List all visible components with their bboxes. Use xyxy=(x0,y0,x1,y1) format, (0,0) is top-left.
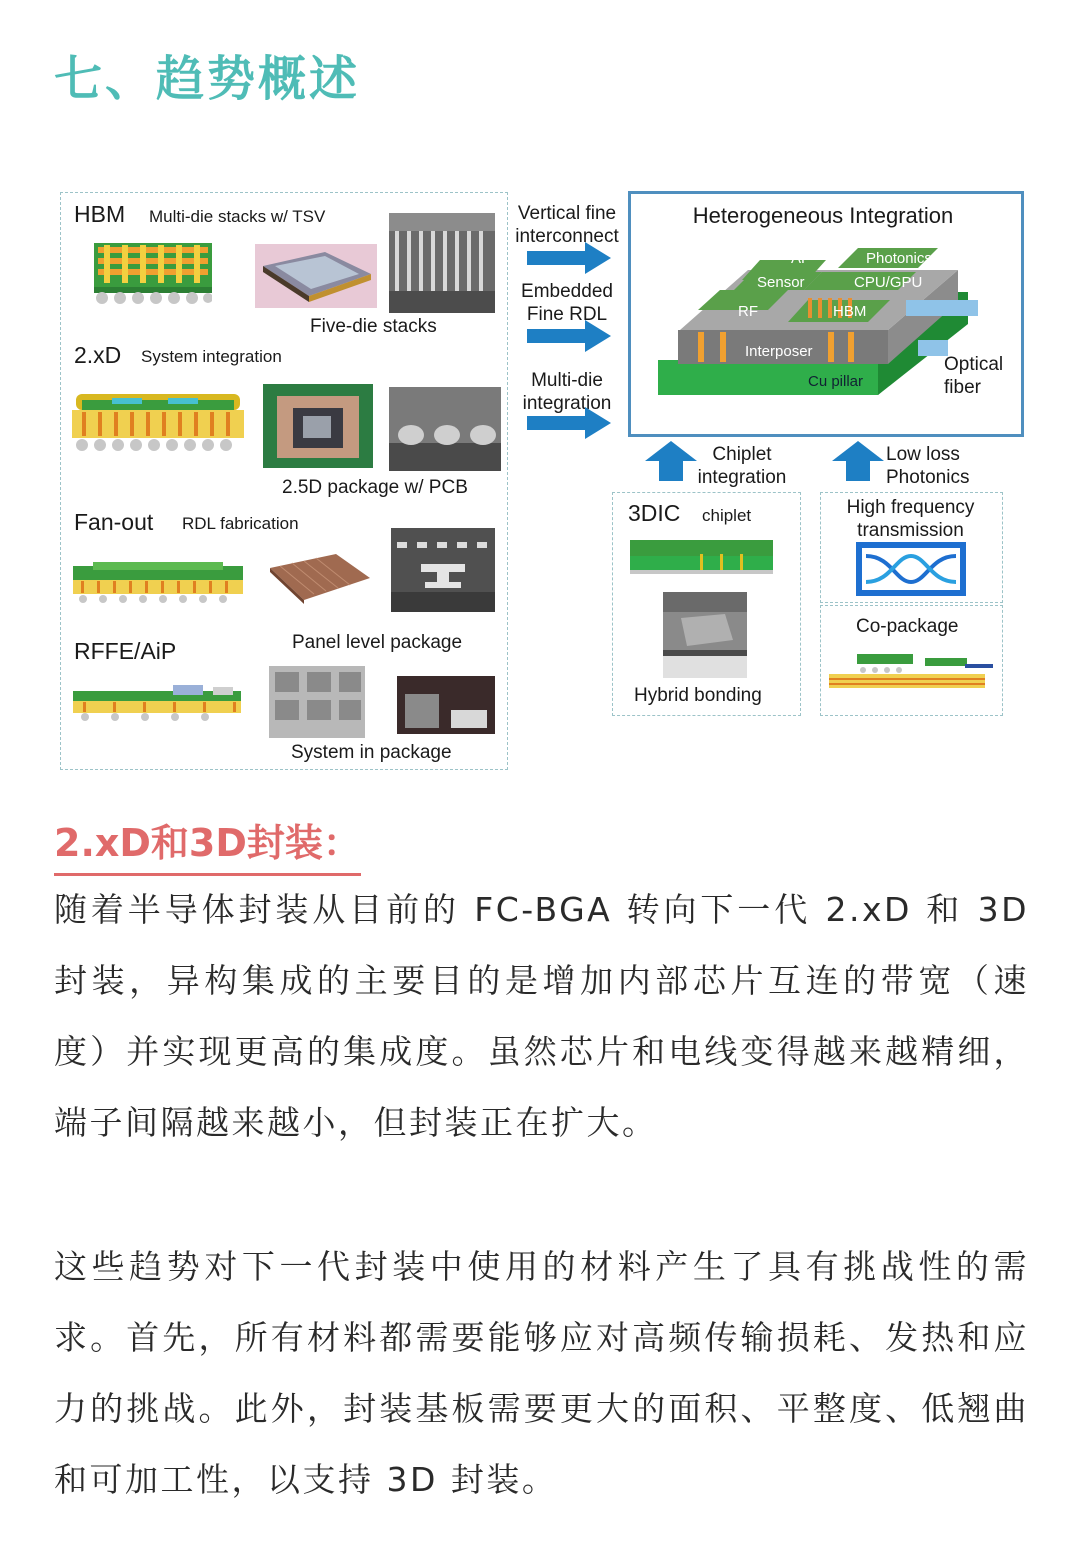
hbm-stack-diagram xyxy=(94,243,212,305)
hybrid-bonding-photo xyxy=(663,592,747,678)
hybrid-bonding-caption: Hybrid bonding xyxy=(634,685,762,706)
xd-caption: 2.5D package w/ PCB xyxy=(282,477,468,498)
hi-block-hbm: HBM xyxy=(833,303,867,320)
co-package-diagram xyxy=(829,654,993,692)
hi-cu-pillar: Cu pillar xyxy=(808,373,864,390)
right-arrow-icon xyxy=(527,407,611,439)
section-heading: 2.xD和3D封装： xyxy=(54,812,361,876)
right-arrow-icon xyxy=(527,320,611,352)
hbm-subtitle: Multi-die stacks w/ TSV xyxy=(149,207,326,226)
sip-photo-2 xyxy=(397,676,495,734)
tsv-cross-section-photo xyxy=(389,213,495,313)
fanout-caption: Panel level package xyxy=(292,632,463,653)
xd-package-diagram xyxy=(72,392,244,454)
chiplet-title: 3DIC xyxy=(628,500,681,526)
hbm-title: HBM xyxy=(74,201,126,227)
sip-photo-1 xyxy=(269,666,365,738)
paragraph-1: 随着半导体封装从目前的 FC-BGA 转向下一代 2.xD 和 3D 封装，异构集成的主要目的是增加内部芯片互连的带宽（速度）并实现更高的集成度。虽然芯片和电线变得越来越精细，端子间隔越来越小，但封装正在扩大。 xyxy=(54,890,1029,1142)
rdl-sem-photo xyxy=(391,528,495,612)
hbm-caption: Five-die stacks xyxy=(310,316,437,337)
hi-interposer: Interposer xyxy=(745,343,813,360)
chiplet-diagram xyxy=(630,540,773,574)
chiplet-integration-label: Chiplet integration xyxy=(697,444,787,488)
xd-package-photo xyxy=(263,384,373,468)
hi-block-rf: RF xyxy=(738,303,758,320)
xd-title: 2.xD xyxy=(74,342,122,368)
hi-block-cpu-gpu: CPU/GPU xyxy=(854,274,923,291)
hbm-photo xyxy=(255,244,377,308)
section-title: 七、趋势概述 xyxy=(54,51,361,107)
rffe-caption: System in package xyxy=(291,742,452,763)
fanout-title: Fan-out xyxy=(74,509,154,535)
rffe-title: RFFE/AiP xyxy=(74,638,177,664)
rffe-diagram xyxy=(73,685,241,721)
high-frequency-title: High frequency transmission xyxy=(846,497,975,541)
hi-optical-fiber: Optical fiber xyxy=(944,354,1004,398)
fanout-subtitle: RDL fabrication xyxy=(182,514,299,533)
hi-block-sensor: Sensor xyxy=(757,274,805,291)
low-loss-photonics-label: Low loss Photonics xyxy=(886,444,970,488)
xd-subtitle: System integration xyxy=(141,347,282,366)
panel-photo xyxy=(266,548,374,614)
paragraph-2: 这些趋势对下一代封装中使用的材料产生了具有挑战性的需求。首先，所有材料都需要能够应对高频传输损耗、发热和应力的挑战。此外，封装基板需要更大的面积、平整度、低翘曲和可加工性，以支持 3D 封装。 xyxy=(54,1247,1029,1499)
hi-block-photonics: Photonics xyxy=(866,250,932,267)
up-arrow-icon xyxy=(645,441,697,481)
fanout-diagram xyxy=(73,562,243,604)
xd-bump-photo xyxy=(389,387,501,471)
hi-block-ap: AP xyxy=(791,250,812,267)
arrow-label-multidie: Multi-die integration xyxy=(522,370,612,414)
arrow-label-rdl: Embedded Fine RDL xyxy=(521,281,613,325)
chiplet-subtitle: chiplet xyxy=(702,506,752,525)
eye-diagram xyxy=(856,542,966,596)
hi-title: Heterogeneous Integration xyxy=(692,203,954,228)
co-package-title: Co-package xyxy=(856,616,959,637)
arrow-label-vertical: Vertical fine interconnect xyxy=(515,203,619,247)
right-arrow-icon xyxy=(527,242,611,274)
up-arrow-icon xyxy=(832,441,884,481)
